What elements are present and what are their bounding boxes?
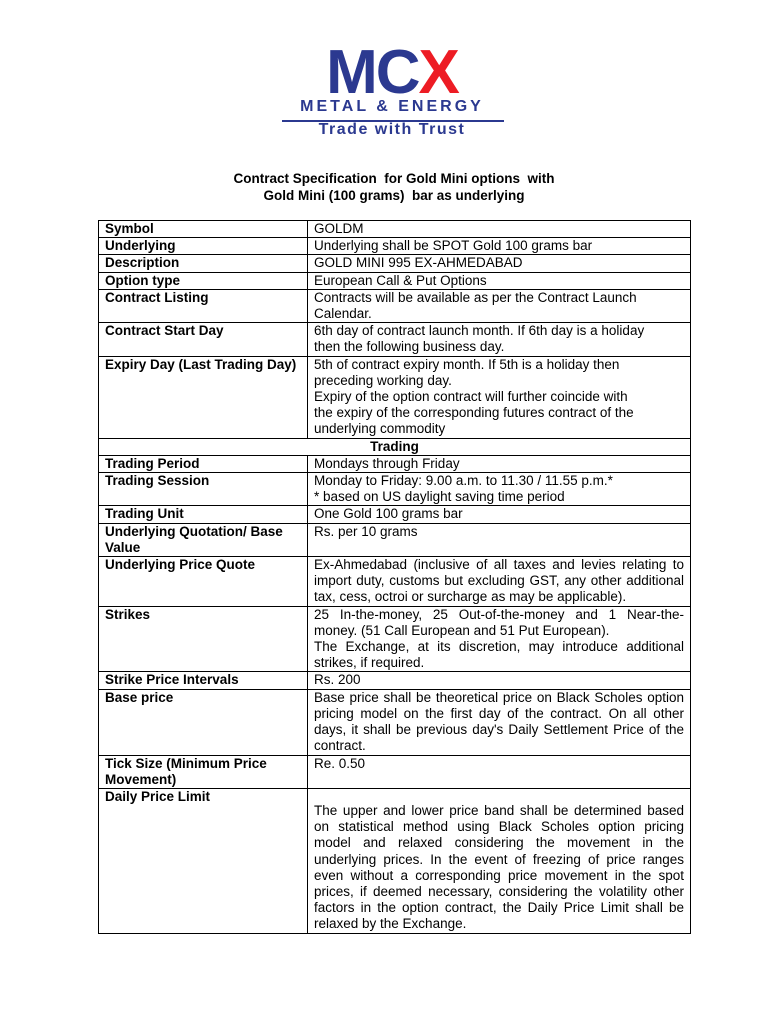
spec-label: Daily Price Limit <box>99 788 308 933</box>
spec-value-line: Rs. per 10 grams <box>314 523 418 539</box>
spec-value-line: preceding working day. <box>314 372 452 388</box>
spec-label: Underlying Price Quote <box>99 557 308 607</box>
spec-value <box>308 506 691 523</box>
spec-value <box>308 689 691 755</box>
contract-specification-table <box>98 220 691 934</box>
spec-value-line: 5th of contract expiry month. If 5th is a holiday then <box>314 356 620 372</box>
table-row <box>99 473 691 506</box>
spec-value-line: 6th day of contract launch month. If 6th day is a holiday <box>314 323 645 339</box>
spec-value <box>308 672 691 689</box>
spec-value-line: Monday to Friday: 9.00 a.m. to 11.30 / 11.55 p.m.* <box>314 473 613 489</box>
table-row <box>99 672 691 689</box>
spec-value-line: 25 In-the-money, 25 Out-of-the-money and 1 Near-the-money. (51 Call European and 51 Put European). <box>314 606 684 638</box>
spec-value-line: GOLD MINI 995 EX-AHMEDABAD <box>314 255 523 271</box>
spec-value <box>308 272 691 289</box>
spec-value <box>308 221 691 238</box>
spec-value-line: Contracts will be available as per the Contract Launch <box>314 289 637 305</box>
table-row <box>99 221 691 238</box>
spec-value-line: underlying commodity <box>314 421 446 437</box>
spec-label: Strikes <box>99 606 308 672</box>
spec-label: Tick Size (Minimum Price Movement) <box>99 755 308 788</box>
spec-value-line: Ex-Ahmedabad (inclusive of all taxes and levies relating to import duty, customs but excluding GST, any other additional tax, cess, octroi or surcharge as may be applicable). <box>314 557 684 605</box>
spec-value <box>308 755 691 788</box>
spec-value-line: Rs. 200 <box>314 672 361 688</box>
spec-value <box>308 606 691 672</box>
spec-value-line: European Call & Put Options <box>314 272 487 288</box>
logo-mc: MC <box>326 38 419 107</box>
spec-value <box>308 255 691 272</box>
table-row <box>99 238 691 255</box>
table-row <box>99 289 691 322</box>
section-header: Trading <box>99 438 691 455</box>
spec-label: Expiry Day (Last Trading Day) <box>99 356 308 438</box>
title-line-2: Gold Mini (100 grams) bar as underlying <box>263 188 525 203</box>
spec-value-line: Calendar. <box>314 306 372 322</box>
table-row <box>99 755 691 788</box>
spec-value-line: Mondays through Friday <box>314 455 460 471</box>
spec-label: Base price <box>99 689 308 755</box>
spec-value-line: Expiry of the option contract will further coincide with <box>314 389 628 405</box>
table-row <box>99 255 691 272</box>
mcx-logo <box>276 38 508 140</box>
spec-value <box>308 289 691 322</box>
table-row <box>99 689 691 755</box>
table-row <box>99 557 691 607</box>
table-row <box>99 455 691 472</box>
table-row <box>99 788 691 933</box>
spec-value-line: The Exchange, at its discretion, may introduce additional strikes, if required. <box>314 639 684 671</box>
table-row <box>99 323 691 356</box>
logo-x: X <box>418 38 458 107</box>
spec-value <box>308 557 691 607</box>
spec-value-line: the expiry of the corresponding futures contract of the <box>314 405 634 421</box>
spec-value-line: Re. 0.50 <box>314 755 366 771</box>
table-row <box>99 523 691 556</box>
spec-value <box>308 455 691 472</box>
spec-label: Contract Start Day <box>99 323 308 356</box>
spec-value-line: The upper and lower price band shall be determined based on statistical method using Black Scholes option pricing model and relaxed considering the movement in the underlying prices. In the event of freezing of price ranges even without a corresponding price movement in the spot prices, if deemed necessary, considering the volatility other factors in the option contract, the Daily Price Limit shall be relaxed by the Exchange. <box>314 802 684 932</box>
spec-label: Trading Period <box>99 455 308 472</box>
table-row <box>99 356 691 438</box>
spec-label: Contract Listing <box>99 289 308 322</box>
table-row <box>99 438 691 455</box>
table-row <box>99 506 691 523</box>
spec-value-line: One Gold 100 grams bar <box>314 506 463 522</box>
table-row <box>99 272 691 289</box>
spec-label: Underlying <box>99 238 308 255</box>
spec-value-line: then the following business day. <box>314 339 505 355</box>
spec-table-body <box>99 221 691 934</box>
spec-label: Trading Session <box>99 473 308 506</box>
spec-value-line: Underlying shall be SPOT Gold 100 grams bar <box>314 238 593 254</box>
spec-label: Symbol <box>99 221 308 238</box>
spec-value <box>308 473 691 506</box>
spec-value-line: * based on US daylight saving time period <box>314 489 565 505</box>
spec-value-line: GOLDM <box>314 221 364 236</box>
title-line-1: Contract Specification for Gold Mini options with <box>233 171 555 186</box>
spec-value <box>308 523 691 556</box>
spec-value <box>308 323 691 356</box>
spec-value <box>308 788 691 933</box>
logo-tagline: Trade with Trust <box>318 121 466 138</box>
spec-label: Option type <box>99 272 308 289</box>
spec-label: Underlying Quotation/ Base Value <box>99 523 308 556</box>
spec-value <box>308 238 691 255</box>
spec-label: Trading Unit <box>99 506 308 523</box>
logo-subtitle: METAL & ENERGY <box>300 98 484 115</box>
spec-label: Description <box>99 255 308 272</box>
table-row <box>99 606 691 672</box>
document-title <box>98 170 690 204</box>
spec-value <box>308 356 691 438</box>
spec-value-line: Base price shall be theoretical price on Black Scholes option pricing model on the first day of the contract. On all other days, it shall be previous day's Daily Settlement Price of the contract. <box>314 689 684 754</box>
spec-label: Strike Price Intervals <box>99 672 308 689</box>
